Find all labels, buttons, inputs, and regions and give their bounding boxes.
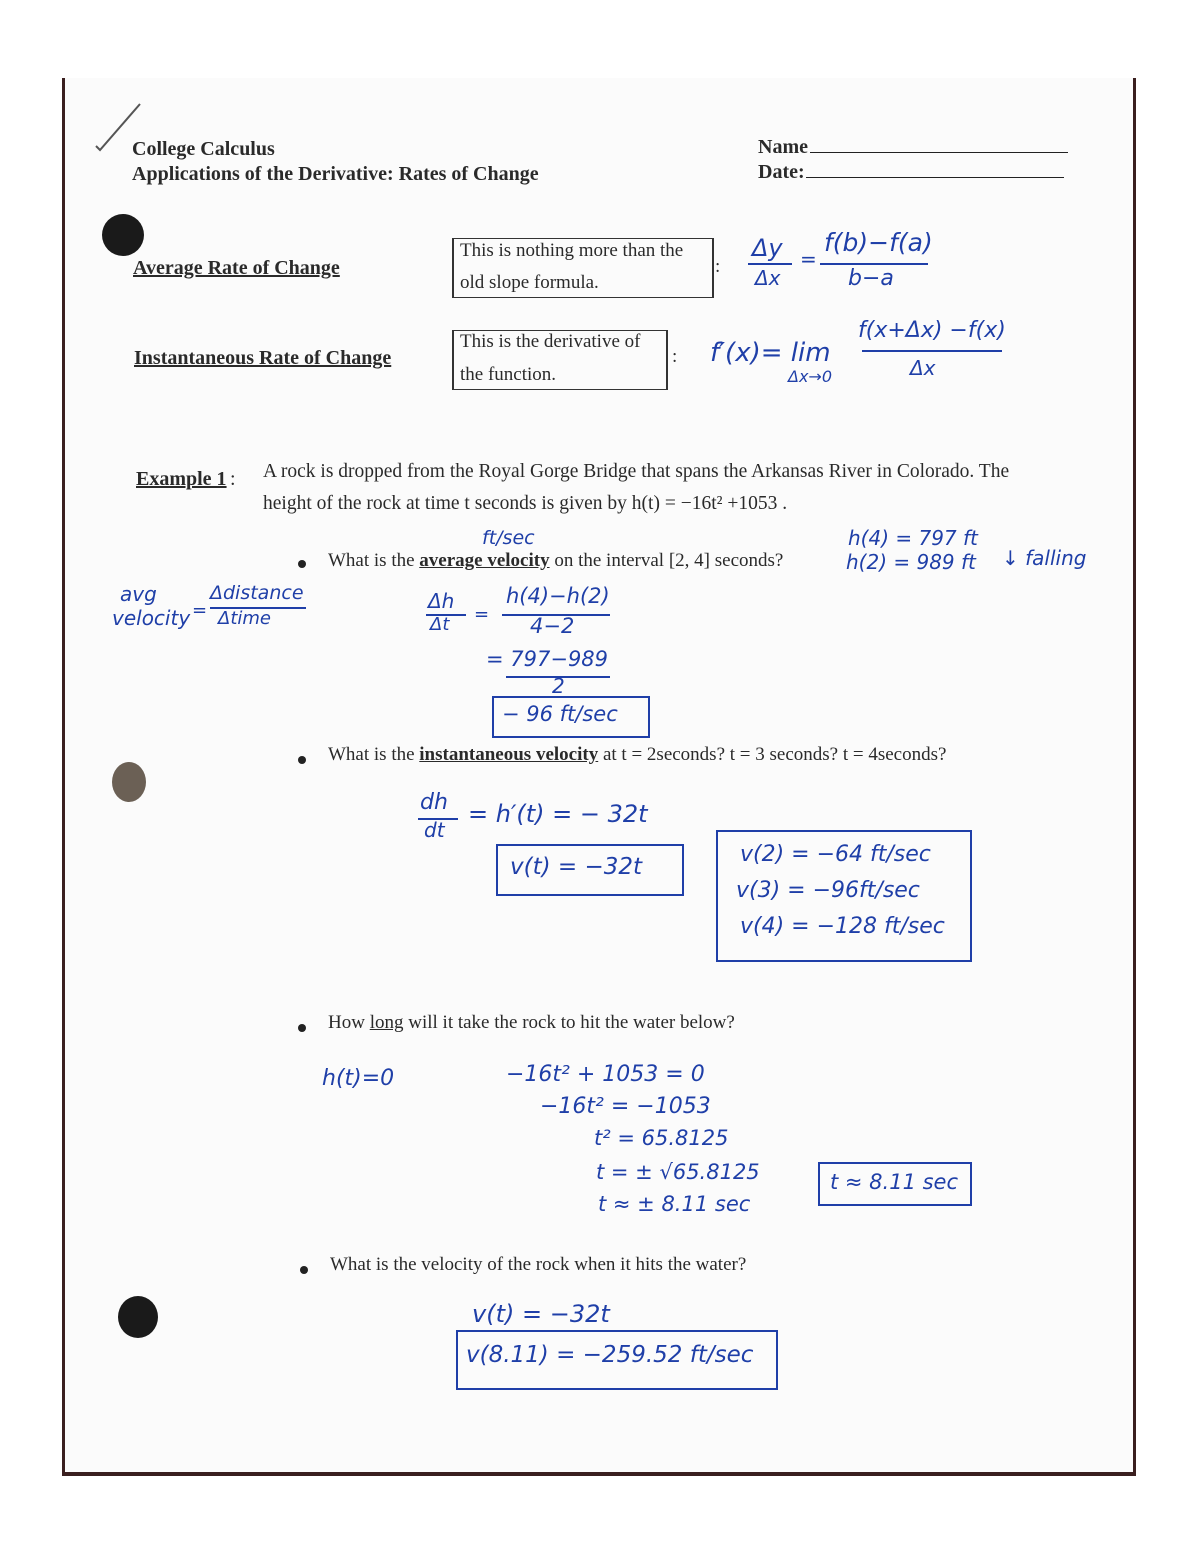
inst-desc-line2: the function. — [460, 364, 557, 385]
colon: : — [715, 256, 721, 277]
hw-dh-eq: = — [474, 604, 490, 625]
hw-t-answer: t ≈ 8.11 sec — [830, 1170, 959, 1194]
fraction-bar — [820, 263, 928, 265]
hw-h2: h(2) = 989 ft — [846, 550, 976, 574]
hw-v4: v(4) = −128 ft/sec — [740, 914, 945, 939]
worksheet-subtitle: Applications of the Derivative: Rates of Change — [132, 163, 539, 185]
bullet — [300, 1266, 308, 1274]
inst-formula-num: f(x+Δx) −f(x) — [858, 318, 1006, 343]
example-text-line1: A rock is dropped from the Royal Gorge Bridge that spans the Arkansas River in Colorado. The — [263, 461, 1010, 482]
hw-solve2: −16t² = −1053 — [540, 1094, 711, 1119]
hw-v811: v(8.11) = −259.52 ft/sec — [466, 1342, 754, 1368]
fraction-bar — [862, 350, 1002, 352]
term-instantaneous-rate: Instantaneous Rate of Change — [134, 347, 392, 369]
hw-vt2: v(t) = −32t — [472, 1300, 610, 1328]
hw-avg-num: Δdistance — [210, 582, 304, 604]
course-title: College Calculus — [132, 138, 275, 160]
hw-dh-rhs-num: h(4)−h(2) — [506, 584, 610, 608]
hw-falling: ↓ falling — [1002, 546, 1087, 570]
avg-formula-lhs-den: Δx — [755, 266, 781, 290]
hw-deriv-rhs: = h′(t) = − 32t — [468, 800, 648, 828]
hw-vt-box: v(t) = −32t — [510, 854, 643, 880]
question-2: What is the instantaneous velocity at t = 2seconds? t = 3 seconds? t = 4seconds? — [328, 744, 947, 765]
hw-avg-answer: − 96 ft/sec — [502, 702, 618, 726]
inst-desc-line1: This is the derivative of — [460, 331, 641, 352]
inst-formula-sub: Δx→0 — [788, 367, 832, 386]
hw-deriv-num: dh — [420, 790, 448, 815]
hw-solve1: −16t² + 1053 = 0 — [506, 1062, 705, 1087]
name-label: Name — [758, 136, 808, 158]
example-colon: : — [230, 468, 236, 490]
inst-formula-lhs: f′(x)= lim — [710, 338, 831, 368]
hw-avg-label1: avg — [120, 582, 157, 606]
binder-hole-top — [102, 214, 144, 256]
hw-dh-den: Δt — [430, 614, 450, 635]
binder-hole-middle — [112, 762, 146, 802]
avg-formula-rhs-num: f(b)−f(a) — [824, 228, 933, 257]
avg-formula-lhs-num: Δy — [752, 234, 783, 262]
hw-avg-den: Δtime — [218, 608, 271, 629]
hw-solve3: t² = 65.8125 — [594, 1126, 729, 1150]
hw-avg-label2: velocity — [112, 606, 191, 630]
inst-formula-den: Δx — [910, 356, 936, 380]
colon: : — [672, 346, 678, 367]
name-line — [810, 152, 1068, 153]
fraction-bar — [748, 263, 792, 265]
hw-solve5: t ≈ ± 8.11 sec — [598, 1192, 751, 1216]
avg-desc-line2: old slope formula. — [460, 272, 599, 293]
example-label: Example 1 — [136, 468, 227, 490]
hw-ht-zero: h(t)=0 — [322, 1066, 395, 1091]
hw-deriv-den: dt — [424, 818, 445, 842]
date-label: Date: — [758, 161, 805, 183]
avg-formula-rhs-den: b−a — [848, 266, 894, 291]
hw-dh-rhs-den: 4−2 — [530, 614, 575, 638]
bullet — [298, 560, 306, 568]
hw-v3: v(3) = −96ft/sec — [736, 878, 920, 903]
question-1: What is the average velocity on the interval [2, 4] seconds? — [328, 550, 784, 571]
bullet — [298, 1024, 306, 1032]
question-4: What is the velocity of the rock when it hits the water? — [330, 1254, 747, 1275]
term-average-rate: Average Rate of Change — [133, 257, 340, 279]
avg-desc-line1: This is nothing more than the — [460, 240, 684, 261]
hw-dh-num: Δh — [428, 589, 455, 613]
units-note: ft/sec — [482, 527, 535, 549]
binder-hole-bottom — [118, 1296, 158, 1338]
hw-solve4: t = ± √65.8125 — [596, 1160, 760, 1184]
hw-step2-den: 2 — [552, 674, 565, 698]
avg-formula-eq: = — [800, 247, 817, 271]
hw-avg-eq: = — [192, 600, 208, 621]
hw-v2: v(2) = −64 ft/sec — [740, 842, 931, 867]
example-text-line2: height of the rock at time t seconds is given by h(t) = −16t² +1053 . — [263, 493, 788, 514]
bullet — [298, 756, 306, 764]
question-3: How long will it take the rock to hit the water below? — [328, 1012, 735, 1033]
date-line — [806, 177, 1064, 178]
hw-step2-num: = 797−989 — [486, 647, 609, 671]
hw-h4: h(4) = 797 ft — [848, 526, 978, 550]
